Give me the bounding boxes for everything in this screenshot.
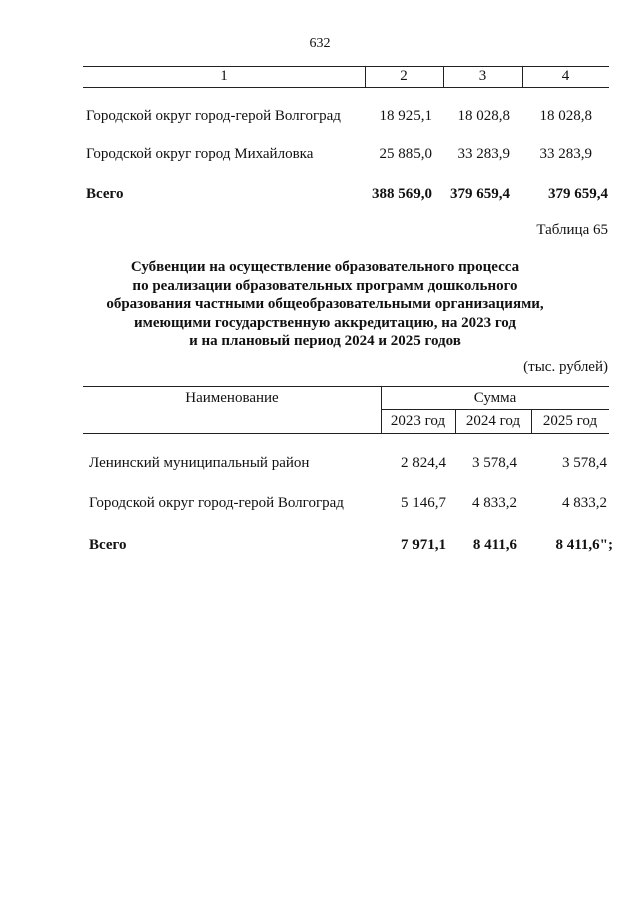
- table-total-label: Всего: [86, 186, 124, 202]
- table-top-border: [83, 66, 609, 67]
- title-line: Субвенции на осуществление образовательного процесса: [130, 259, 520, 275]
- table-total-value: 7 971,1: [401, 537, 446, 553]
- table-caption: Таблица 65: [536, 222, 608, 238]
- table-total-value: 8 411,6: [472, 537, 517, 553]
- year-column-header: 2023 год: [390, 413, 446, 429]
- table-cell-value: 3 578,4: [562, 455, 607, 471]
- title-line: по реализации образовательных программ дошкольного: [132, 277, 518, 294]
- table-total-value: 388 569,0: [372, 186, 432, 202]
- table-cell-value: 33 283,9: [457, 146, 510, 162]
- column-number-header: 4: [561, 68, 570, 84]
- title-line: образования частными общеобразовательными организациями,: [106, 296, 544, 312]
- title-line: и на плановый период 2024 и 2025 годов: [189, 333, 461, 349]
- table-cell-value: 25 885,0: [379, 146, 432, 162]
- table-cell-value: 4 833,2: [472, 495, 517, 511]
- table-row-name: Городской округ город-герой Волгоград: [86, 108, 341, 124]
- units-label: (тыс. рублей): [523, 359, 608, 375]
- table-header-bottom-border: [83, 87, 609, 88]
- table-cell-value: 5 146,7: [401, 495, 446, 511]
- table-title: [60, 258, 590, 351]
- table-total-value: 8 411,6";: [555, 537, 613, 553]
- table-cell-value: 18 925,1: [379, 108, 432, 124]
- table-total-label: Всего: [89, 537, 127, 553]
- table-cell-value: 3 578,4: [472, 455, 517, 471]
- year-column-header: 2024 год: [465, 413, 521, 429]
- table-top-border: [83, 386, 609, 387]
- table-total-value: 379 659,4: [548, 186, 608, 202]
- name-column-header: Наименование: [185, 390, 279, 406]
- table-row-name: Городской округ город Михайловка: [86, 146, 314, 162]
- sum-header-divider: [381, 409, 609, 410]
- title-line: имеющими государственную аккредитацию, на 2023 год: [134, 314, 516, 331]
- page-number: 632: [309, 36, 331, 51]
- table-row-name: Ленинский муниципальный район: [89, 455, 310, 471]
- table-total-value: 379 659,4: [450, 186, 510, 202]
- year-column-header: 2025 год: [542, 413, 598, 429]
- sum-column-header: Сумма: [473, 390, 517, 406]
- table-cell-value: 18 028,8: [457, 108, 510, 124]
- column-number-header: 3: [478, 68, 487, 84]
- column-number-header: 1: [220, 68, 228, 84]
- table-cell-value: 4 833,2: [562, 495, 607, 511]
- table-row-name: Городской округ город-герой Волгоград: [89, 495, 344, 511]
- table-cell-value: 18 028,8: [539, 108, 592, 124]
- table-cell-value: 2 824,4: [401, 455, 446, 471]
- table-cell-value: 33 283,9: [539, 146, 592, 162]
- column-number-header: 2: [400, 68, 408, 84]
